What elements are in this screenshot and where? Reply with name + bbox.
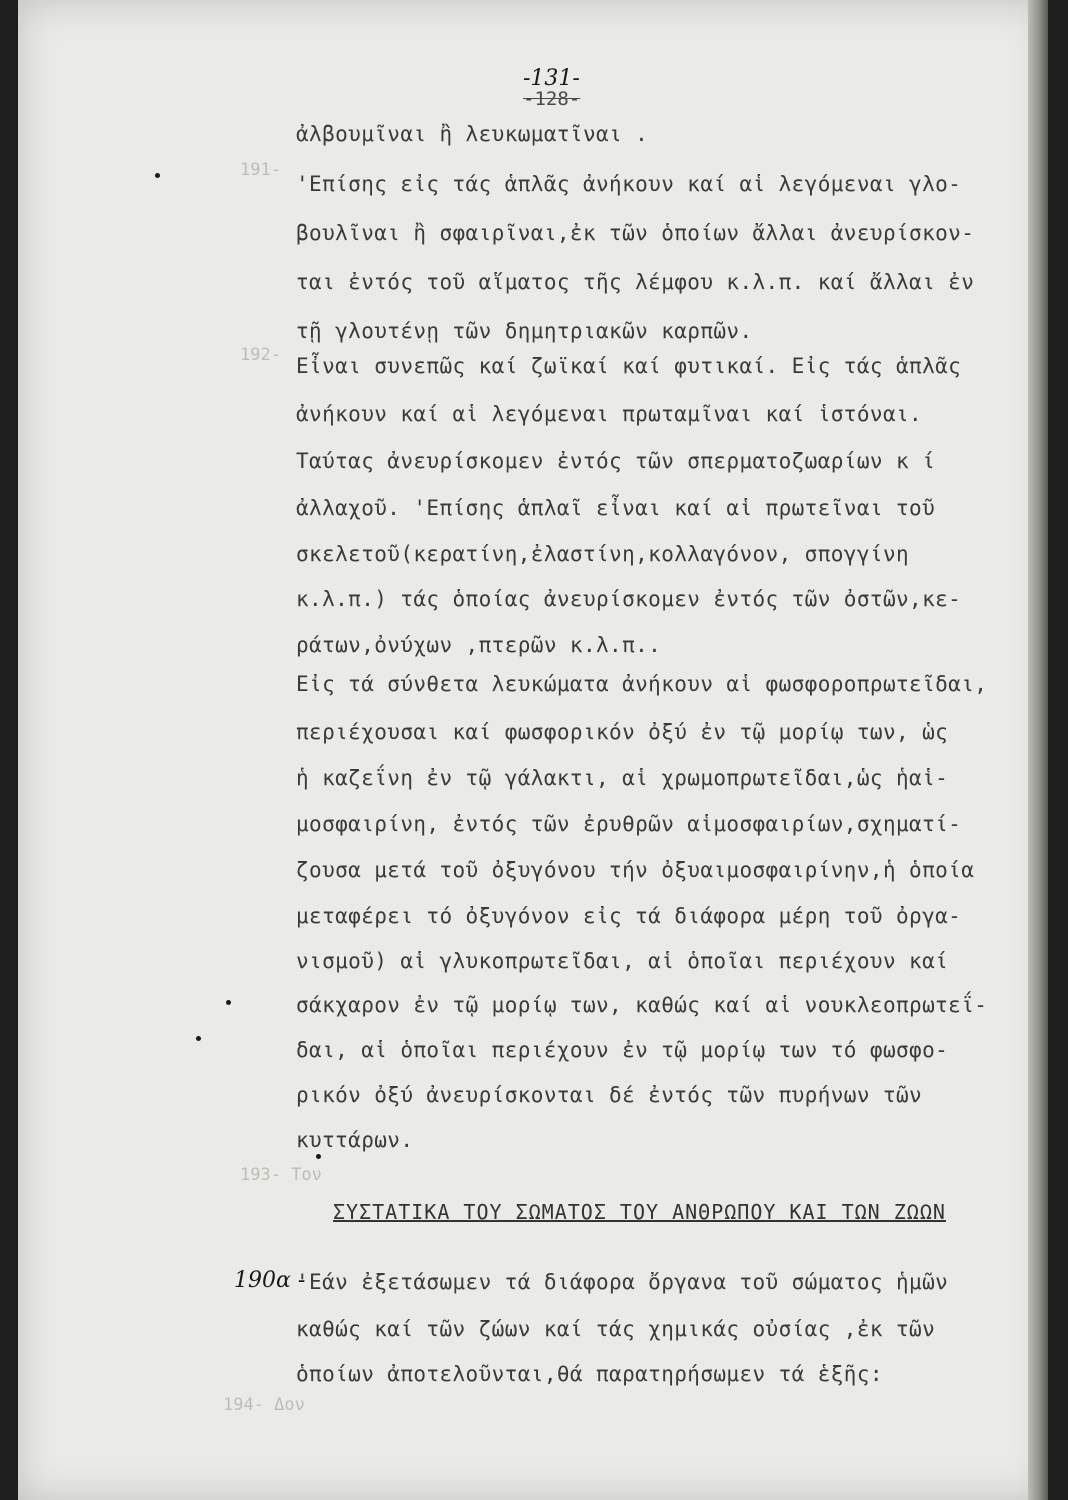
text-line: σάκχαρον ἐν τῷ μορίῳ των, καθώς καί αἱ νουκλεοπρωτεΐ- bbox=[296, 993, 988, 1017]
text-line: νισμοῦ) αἱ γλυκοπρωτεῖδαι, αἱ ὁποῖαι περιέχουν καί bbox=[296, 949, 949, 973]
text-line: Εἶναι συνεπῶς καί ζωϊκαί καί φυτικαί. Εἰς τάς ἁπλᾶς bbox=[296, 354, 962, 378]
text-line: κυττάρων. bbox=[296, 1128, 414, 1152]
text-line: Ταύτας ἀνευρίσκομεν ἐντός τῶν σπερματοζωαρίων κ ί bbox=[296, 449, 936, 473]
page-number: -131- bbox=[523, 66, 580, 91]
ink-dot bbox=[155, 173, 160, 178]
ink-dot bbox=[196, 1036, 201, 1041]
text-line: ἡ καζεΐνη ἐν τῷ γάλακτι, αἱ χρωμοπρωτεῖδαι,ὡς ἡαἱ- bbox=[296, 766, 949, 790]
text-line: ζουσα μετά τοῦ ὀξυγόνου τήν ὀξυαιμοσφαιρίνην,ἡ ὁποία bbox=[296, 858, 975, 882]
text-line: ἀλβουμῖναι ἢ λευκωματῖναι . bbox=[296, 122, 649, 146]
ink-dot bbox=[316, 1154, 321, 1159]
section-heading: ΣΥΣΤΑΤΙΚΑ ΤΟΥ ΣΩΜΑΤΟΣ ΤΟΥ ΑΝΘΡΩΠΟΥ ΚΑΙ ΤΩΝ ΖΩΩΝ bbox=[333, 1200, 946, 1224]
text-line: περιέχουσαι καί φωσφορικόν ὀξύ ἐν τῷ μορίῳ των, ὡς bbox=[296, 720, 949, 744]
text-line: ται ἐντός τοῦ αἵματος τῆς λέμφου κ.λ.π. καί ἄλλαι ἐν bbox=[296, 270, 975, 294]
text-line: τῇ γλουτένῃ τῶν δημητριακῶν καρπῶν. bbox=[296, 319, 753, 343]
text-line: σκελετοῦ(κερατίνη,ἐλαστίνη,κολλαγόνον, σπογγίνη bbox=[296, 542, 910, 566]
bleed-through-text: 193- Τον bbox=[240, 1165, 322, 1185]
text-line: βουλῖναι ἢ σφαιρῖναι,ἐκ τῶν ὁποίων ἄλλαι ἀνευρίσκον- bbox=[296, 221, 975, 245]
page-edge bbox=[1028, 0, 1048, 1500]
document-page bbox=[18, 0, 1048, 1500]
ink-dot bbox=[226, 1000, 231, 1005]
text-line: ρικόν ὀξύ ἀνευρίσκονται δέ ἐντός τῶν πυρήνων τῶν bbox=[296, 1083, 923, 1107]
margin-note: 190α - bbox=[234, 1268, 306, 1293]
text-line: Εἰς τά σύνθετα λευκώματα ἀνήκουν αἱ φωσφοροπρωτεῖδαι, bbox=[296, 672, 988, 696]
text-line: μεταφέρει τό ὀξυγόνον εἰς τά διάφορα μέρη τοῦ ὀργα- bbox=[296, 904, 962, 928]
text-line: δαι, αἱ ὁποῖαι περιέχουν ἐν τῷ μορίῳ των τό φωσφο- bbox=[296, 1038, 949, 1062]
text-line: ράτων,ὀνύχων ,πτερῶν κ.λ.π.. bbox=[296, 633, 662, 657]
text-line: 'Επίσης εἰς τάς ἁπλᾶς ἀνήκουν καί αἱ λεγόμεναι γλο- bbox=[296, 172, 962, 196]
text-line: ἀνήκουν καί αἱ λεγόμεναι πρωταμῖναι καί ἱστόναι. bbox=[296, 402, 923, 426]
text-line: μοσφαιρίνη, ἐντός τῶν ἐρυθρῶν αἱμοσφαιρίων,σχηματί- bbox=[296, 812, 962, 836]
text-line: 'Εάν ἐξετάσωμεν τά διάφορα ὄργανα τοῦ σώματος ἡμῶν bbox=[296, 1270, 949, 1294]
text-line: κ.λ.π.) τάς ὁποίας ἀνευρίσκομεν ἐντός τῶν ὀστῶν,κε- bbox=[296, 587, 962, 611]
bleed-through-text: 194- Δον bbox=[223, 1395, 305, 1415]
text-line: ἀλλαχοῦ. 'Επίσης ἁπλαῖ εἶναι καί αἱ πρωτεῖναι τοῦ bbox=[296, 496, 936, 520]
text-line: καθώς καί τῶν ζώων καί τάς χημικάς οὐσίας ,ἐκ τῶν bbox=[296, 1317, 936, 1341]
bleed-through-text: 191- bbox=[240, 160, 281, 180]
bleed-through-text: 192- bbox=[240, 345, 281, 365]
text-line: ὁποίων ἀποτελοῦνται,θά παρατηρήσωμεν τά ἑξῆς: bbox=[296, 1362, 883, 1386]
struck-page-number: -128- bbox=[523, 88, 581, 110]
